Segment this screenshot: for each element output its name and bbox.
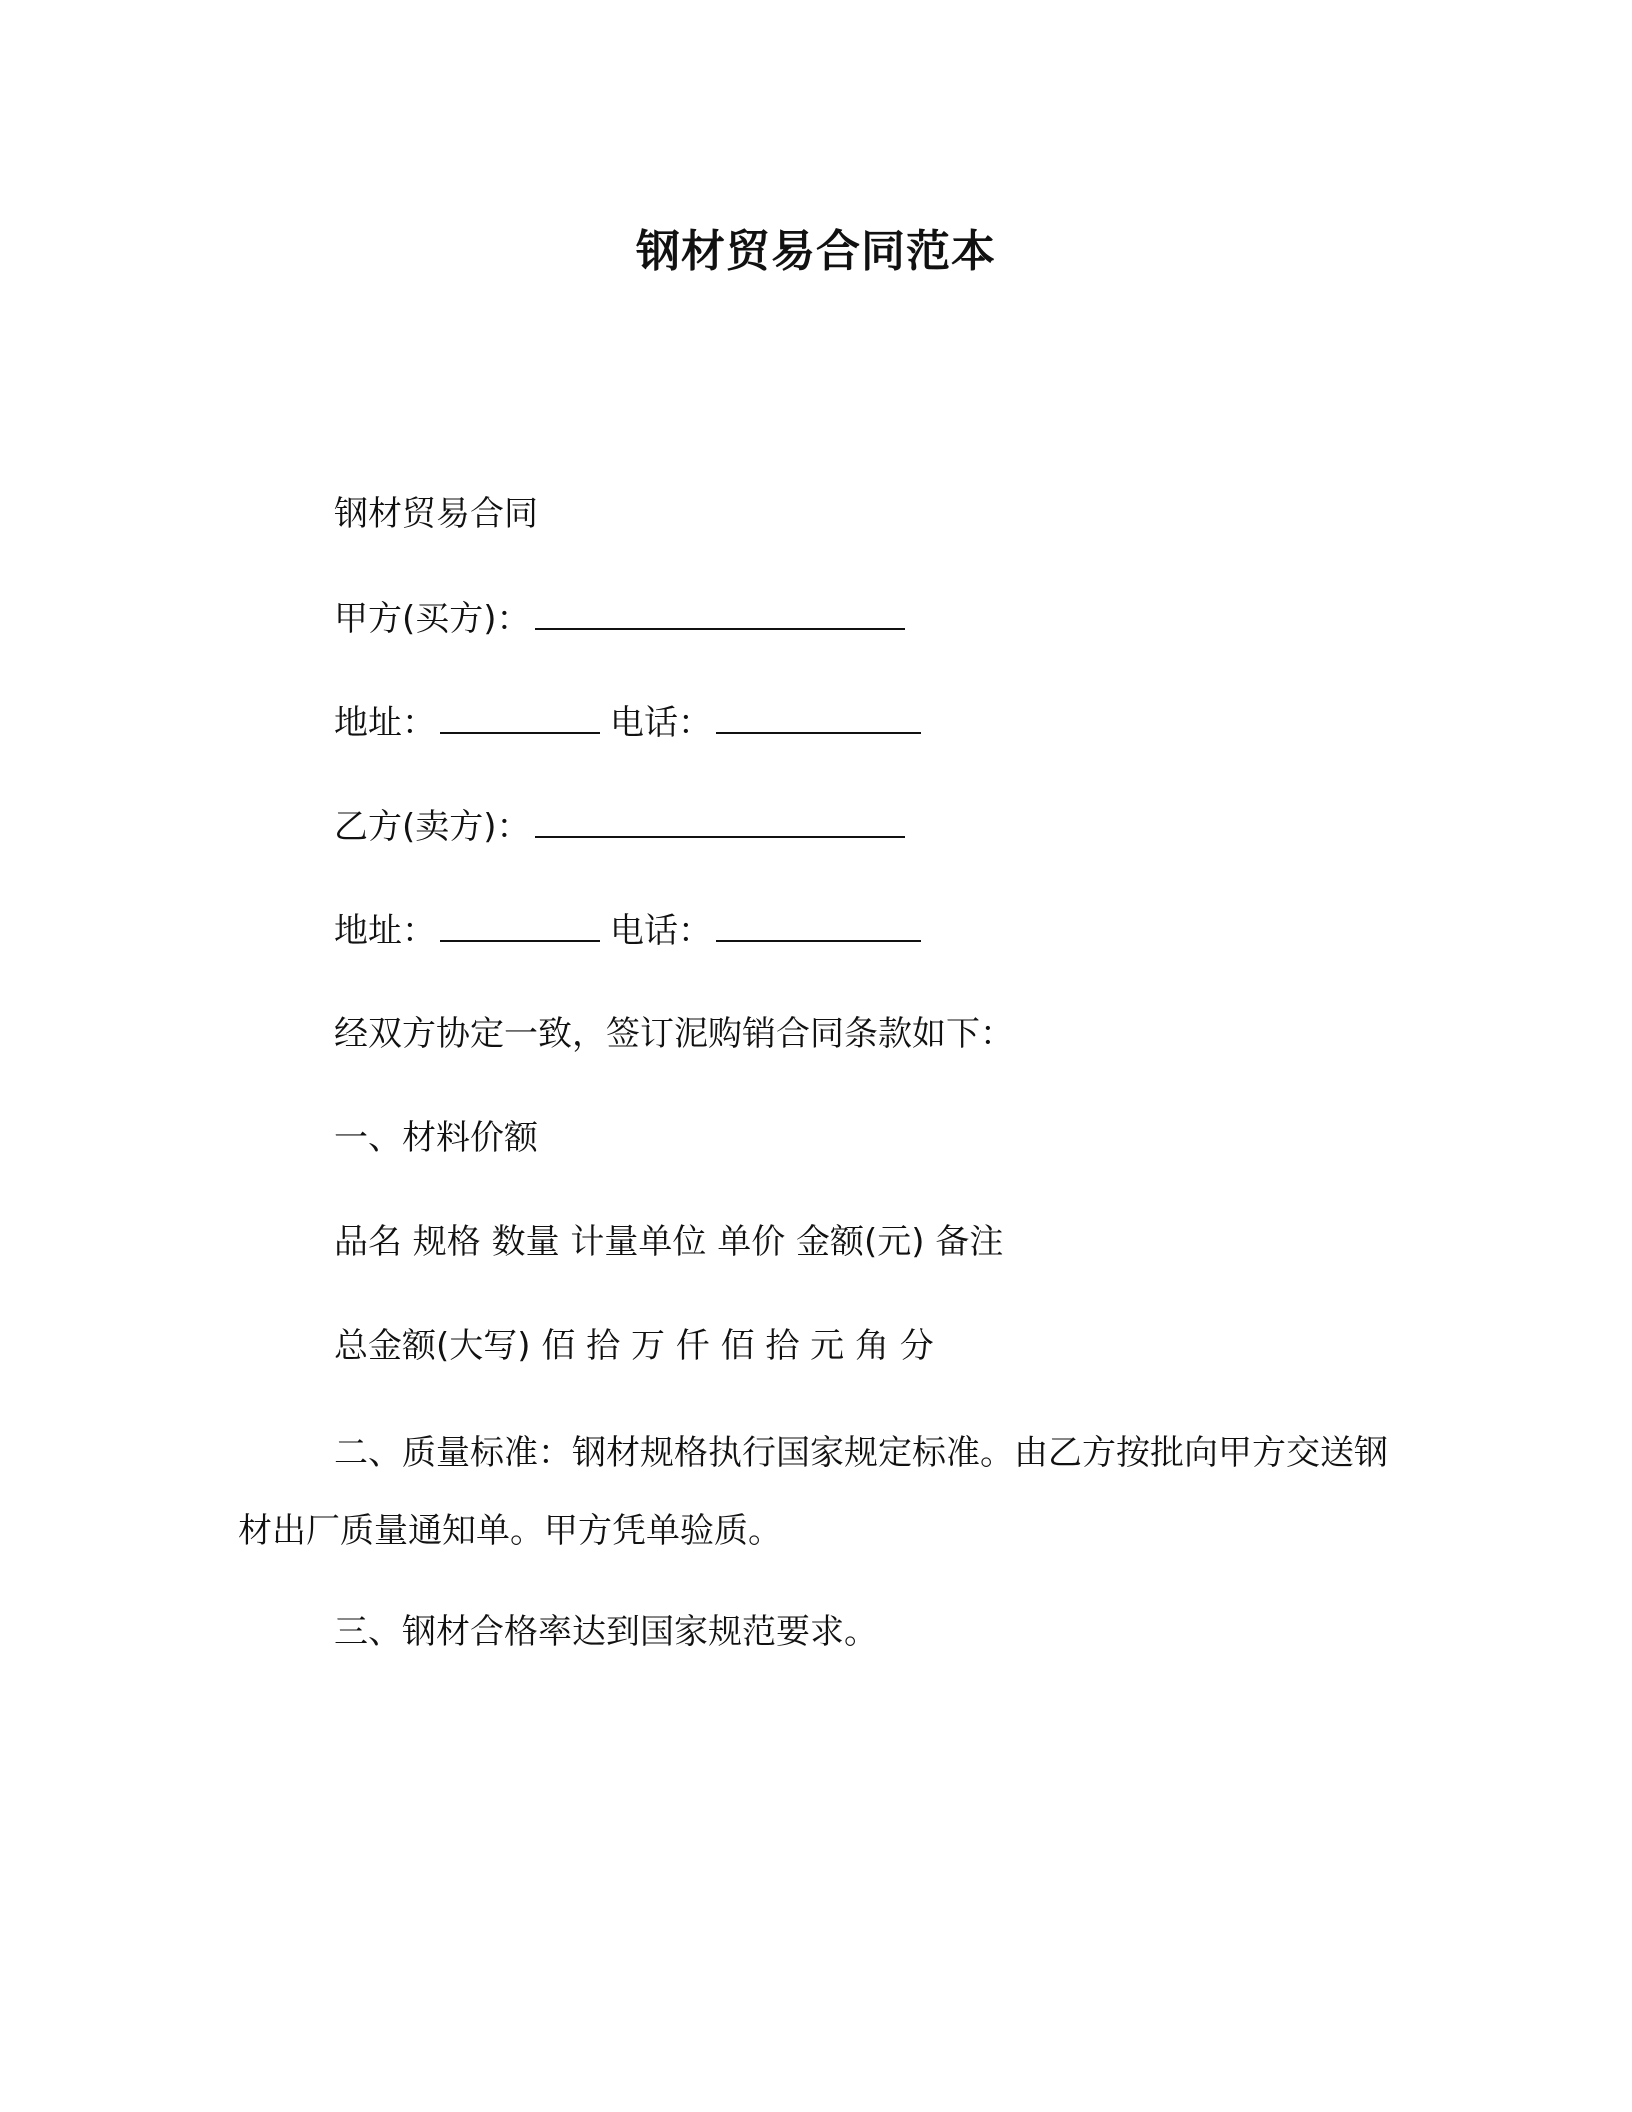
party-a-line [334,594,905,643]
document-title: 钢材贸易合同范本 [636,226,996,277]
phone-b-blank [716,906,921,942]
address-a-label: 地址： [334,703,436,743]
address-b-blank [440,906,600,942]
phone-a-label: 电话： [610,703,712,743]
phone-b-label: 电话： [610,911,712,951]
total-amount: 总金额(大写) 佰 拾 万 仟 佰 拾 元 角 分 [334,1326,934,1366]
party-b-blank [535,802,905,838]
section1-heading: 一、材料价额 [334,1118,538,1158]
party-a-blank [535,594,905,630]
party-b-label: 乙方(卖方)： [334,807,531,847]
address-b-label: 地址： [334,911,436,951]
party-a-contact-line [334,698,921,747]
party-a-label: 甲方(买方)： [334,599,531,639]
contract-subtitle: 钢材贸易合同 [334,494,538,534]
section2-paragraph: 二、质量标准：钢材规格执行国家规定标准。由乙方按批向甲方交送钢材出厂质量通知单。甲方凭单验质。 [238,1433,1388,1551]
table-headers: 品名 规格 数量 计量单位 单价 金额(元) 备注 [334,1222,1004,1262]
phone-a-blank [716,698,921,734]
party-b-line [334,802,905,851]
party-b-contact-line [334,906,921,955]
intro-text: 经双方协定一致，签订泥购销合同条款如下： [334,1014,1014,1054]
address-a-blank [440,698,600,734]
section3-paragraph: 三、钢材合格率达到国家规范要求。 [334,1612,878,1652]
